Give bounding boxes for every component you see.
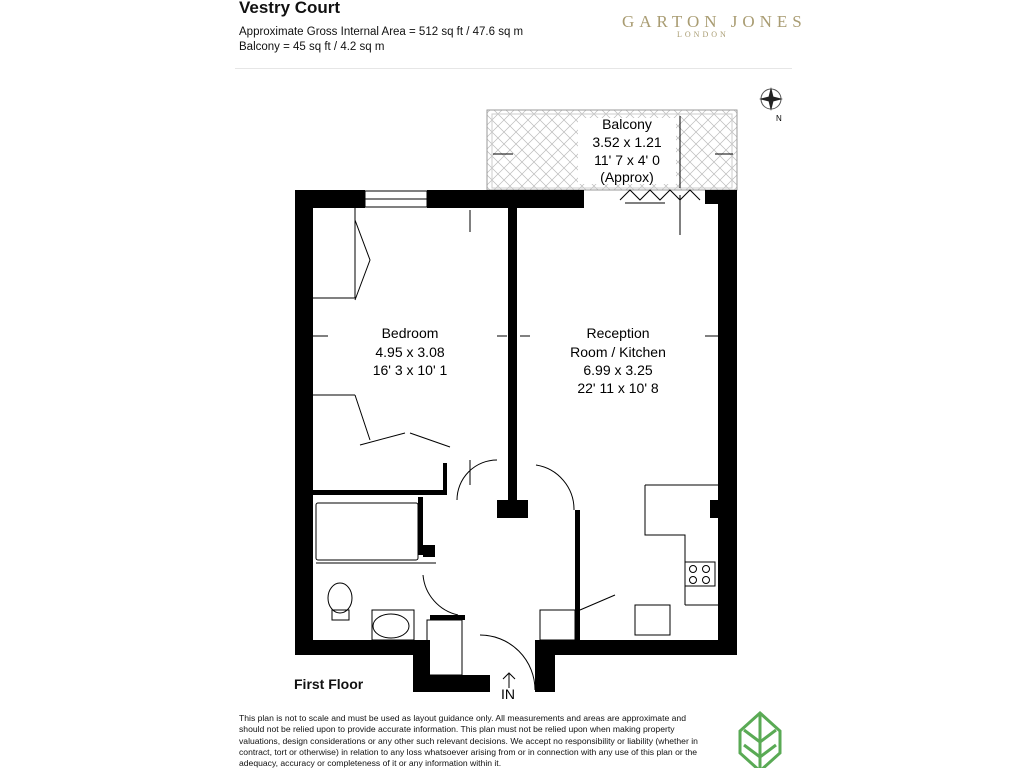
reception-metric: 6.99 x 3.25: [583, 362, 653, 378]
balcony-metric: 3.52 x 1.21: [592, 134, 662, 150]
room-labels: [373, 325, 666, 396]
hob: [685, 562, 715, 586]
balcony-name: Balcony: [602, 116, 652, 132]
bedroom-name: Bedroom: [381, 325, 439, 341]
gross-area: Approximate Gross Internal Area = 512 sq ft / 47.6 sq m: [239, 26, 524, 38]
balcony: [487, 110, 737, 190]
entrance-label: IN: [501, 686, 515, 702]
reception-name: Reception: [586, 325, 650, 341]
brand-city: LONDON: [677, 30, 729, 39]
basin: [373, 614, 409, 638]
compass-icon: [759, 87, 783, 123]
bathtub: [316, 503, 418, 560]
reception-imperial: 22' 11 x 10' 8: [577, 380, 659, 396]
window: [365, 191, 427, 207]
toilet: [328, 583, 352, 613]
reception-name-2: Room / Kitchen: [570, 344, 666, 360]
balcony-note: (Approx): [600, 169, 654, 185]
property-title: Vestry Court: [239, 0, 341, 17]
disclaimer: This plan is not to scale and must be used as layout guidance only. All measurements and areas are approximate and should not be relied upon to provide accurate information. This plan must not be relied upon when making property valuations, design considerations or any other such relevant decisions. We accept no responsibility or liability (whether in contract, tort or otherwise) in relation to any loss whatsoever arising from or in connection with any use of this plan or the adequacy, accuracy or completeness of it or any information within it.: [239, 713, 698, 769]
walls: [295, 190, 737, 692]
leaf-logo-icon: [740, 713, 780, 768]
bedroom-imperial: 16' 3 x 10' 1: [372, 362, 448, 378]
balcony-imperial: 11' 7 x 4' 0: [594, 152, 660, 168]
brand-logo: GARTON JONES: [622, 12, 807, 31]
kitchen-sink: [635, 605, 670, 635]
floor-label: First Floor: [294, 676, 364, 692]
compass-north: N: [776, 114, 782, 123]
bifold-door: [620, 190, 700, 200]
balcony-area: Balcony = 45 sq ft / 4.2 sq m: [239, 41, 385, 53]
bedroom-metric: 4.95 x 3.08: [375, 344, 445, 360]
